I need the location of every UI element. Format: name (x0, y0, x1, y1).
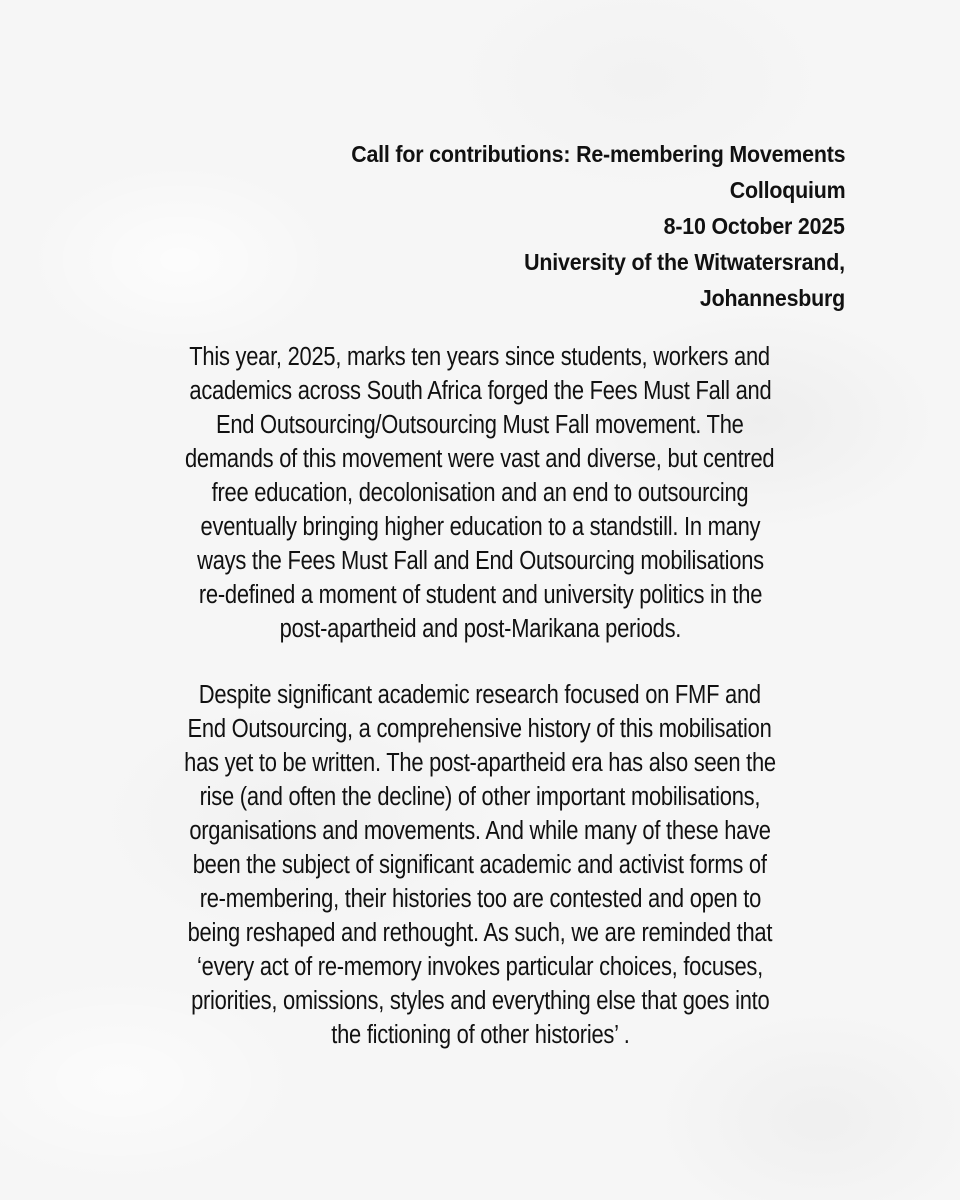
heading-city-line: Johannesburg (699, 285, 845, 311)
heading-event-type-line: Colloquium (729, 177, 845, 203)
paragraph-line: This year, 2025, marks ten years since students, workers and (189, 343, 771, 371)
paragraph-line: eventually bringing higher education to a standstill. In many (200, 513, 760, 541)
paragraph-line: organisations and movements. And while many of these have (189, 817, 771, 845)
paragraph-line: End Outsourcing, a comprehensive history of this mobilisation (188, 715, 772, 743)
quote-line: the fictioning of other histories’ . (330, 1021, 630, 1049)
quote-line: ‘every act of re-memory invokes particular choices, focuses, (197, 953, 763, 981)
heading-title-line: Call for contributions: Re-membering Movements (350, 141, 845, 167)
paragraph-line: being reshaped and rethought. As such, we are reminded that (187, 919, 773, 947)
quote-line: priorities, omissions, styles and everything else that goes into (190, 987, 770, 1015)
heading-venue-line: University of the Witwatersrand, (524, 249, 845, 275)
paragraph-line: re-defined a moment of student and university politics in the (198, 581, 762, 609)
paragraph-line: End Outsourcing/Outsourcing Must Fall movement. The (216, 411, 744, 439)
paragraph-line: academics across South Africa forged the Fees Must Fall and (188, 377, 772, 405)
paragraph-line: demands of this movement were vast and diverse, but centred (185, 445, 775, 473)
paragraph-line: rise (and often the decline) of other important mobilisations, (199, 783, 761, 811)
paragraph-line: been the subject of significant academic and activist forms of (193, 851, 767, 879)
call-for-contributions-heading (314, 136, 845, 316)
paragraph-line: free education, decolonisation and an end to outsourcing (211, 479, 749, 507)
heading-date-line: 8-10 October 2025 (663, 213, 845, 239)
paragraph-line: Despite significant academic research focused on FMF and (198, 681, 762, 709)
paragraph-line: re-membering, their histories too are contested and open to (199, 885, 761, 913)
paragraph-line: ways the Fees Must Fall and End Outsourcing mobilisations (196, 547, 764, 575)
paragraph-line: has yet to be written. The post-apartheid era has also seen the (184, 749, 776, 777)
body-paragraph-2 (0, 678, 960, 1052)
paragraph-line: post-apartheid and post-Marikana periods. (279, 615, 681, 643)
body-paragraph-1 (0, 340, 960, 646)
